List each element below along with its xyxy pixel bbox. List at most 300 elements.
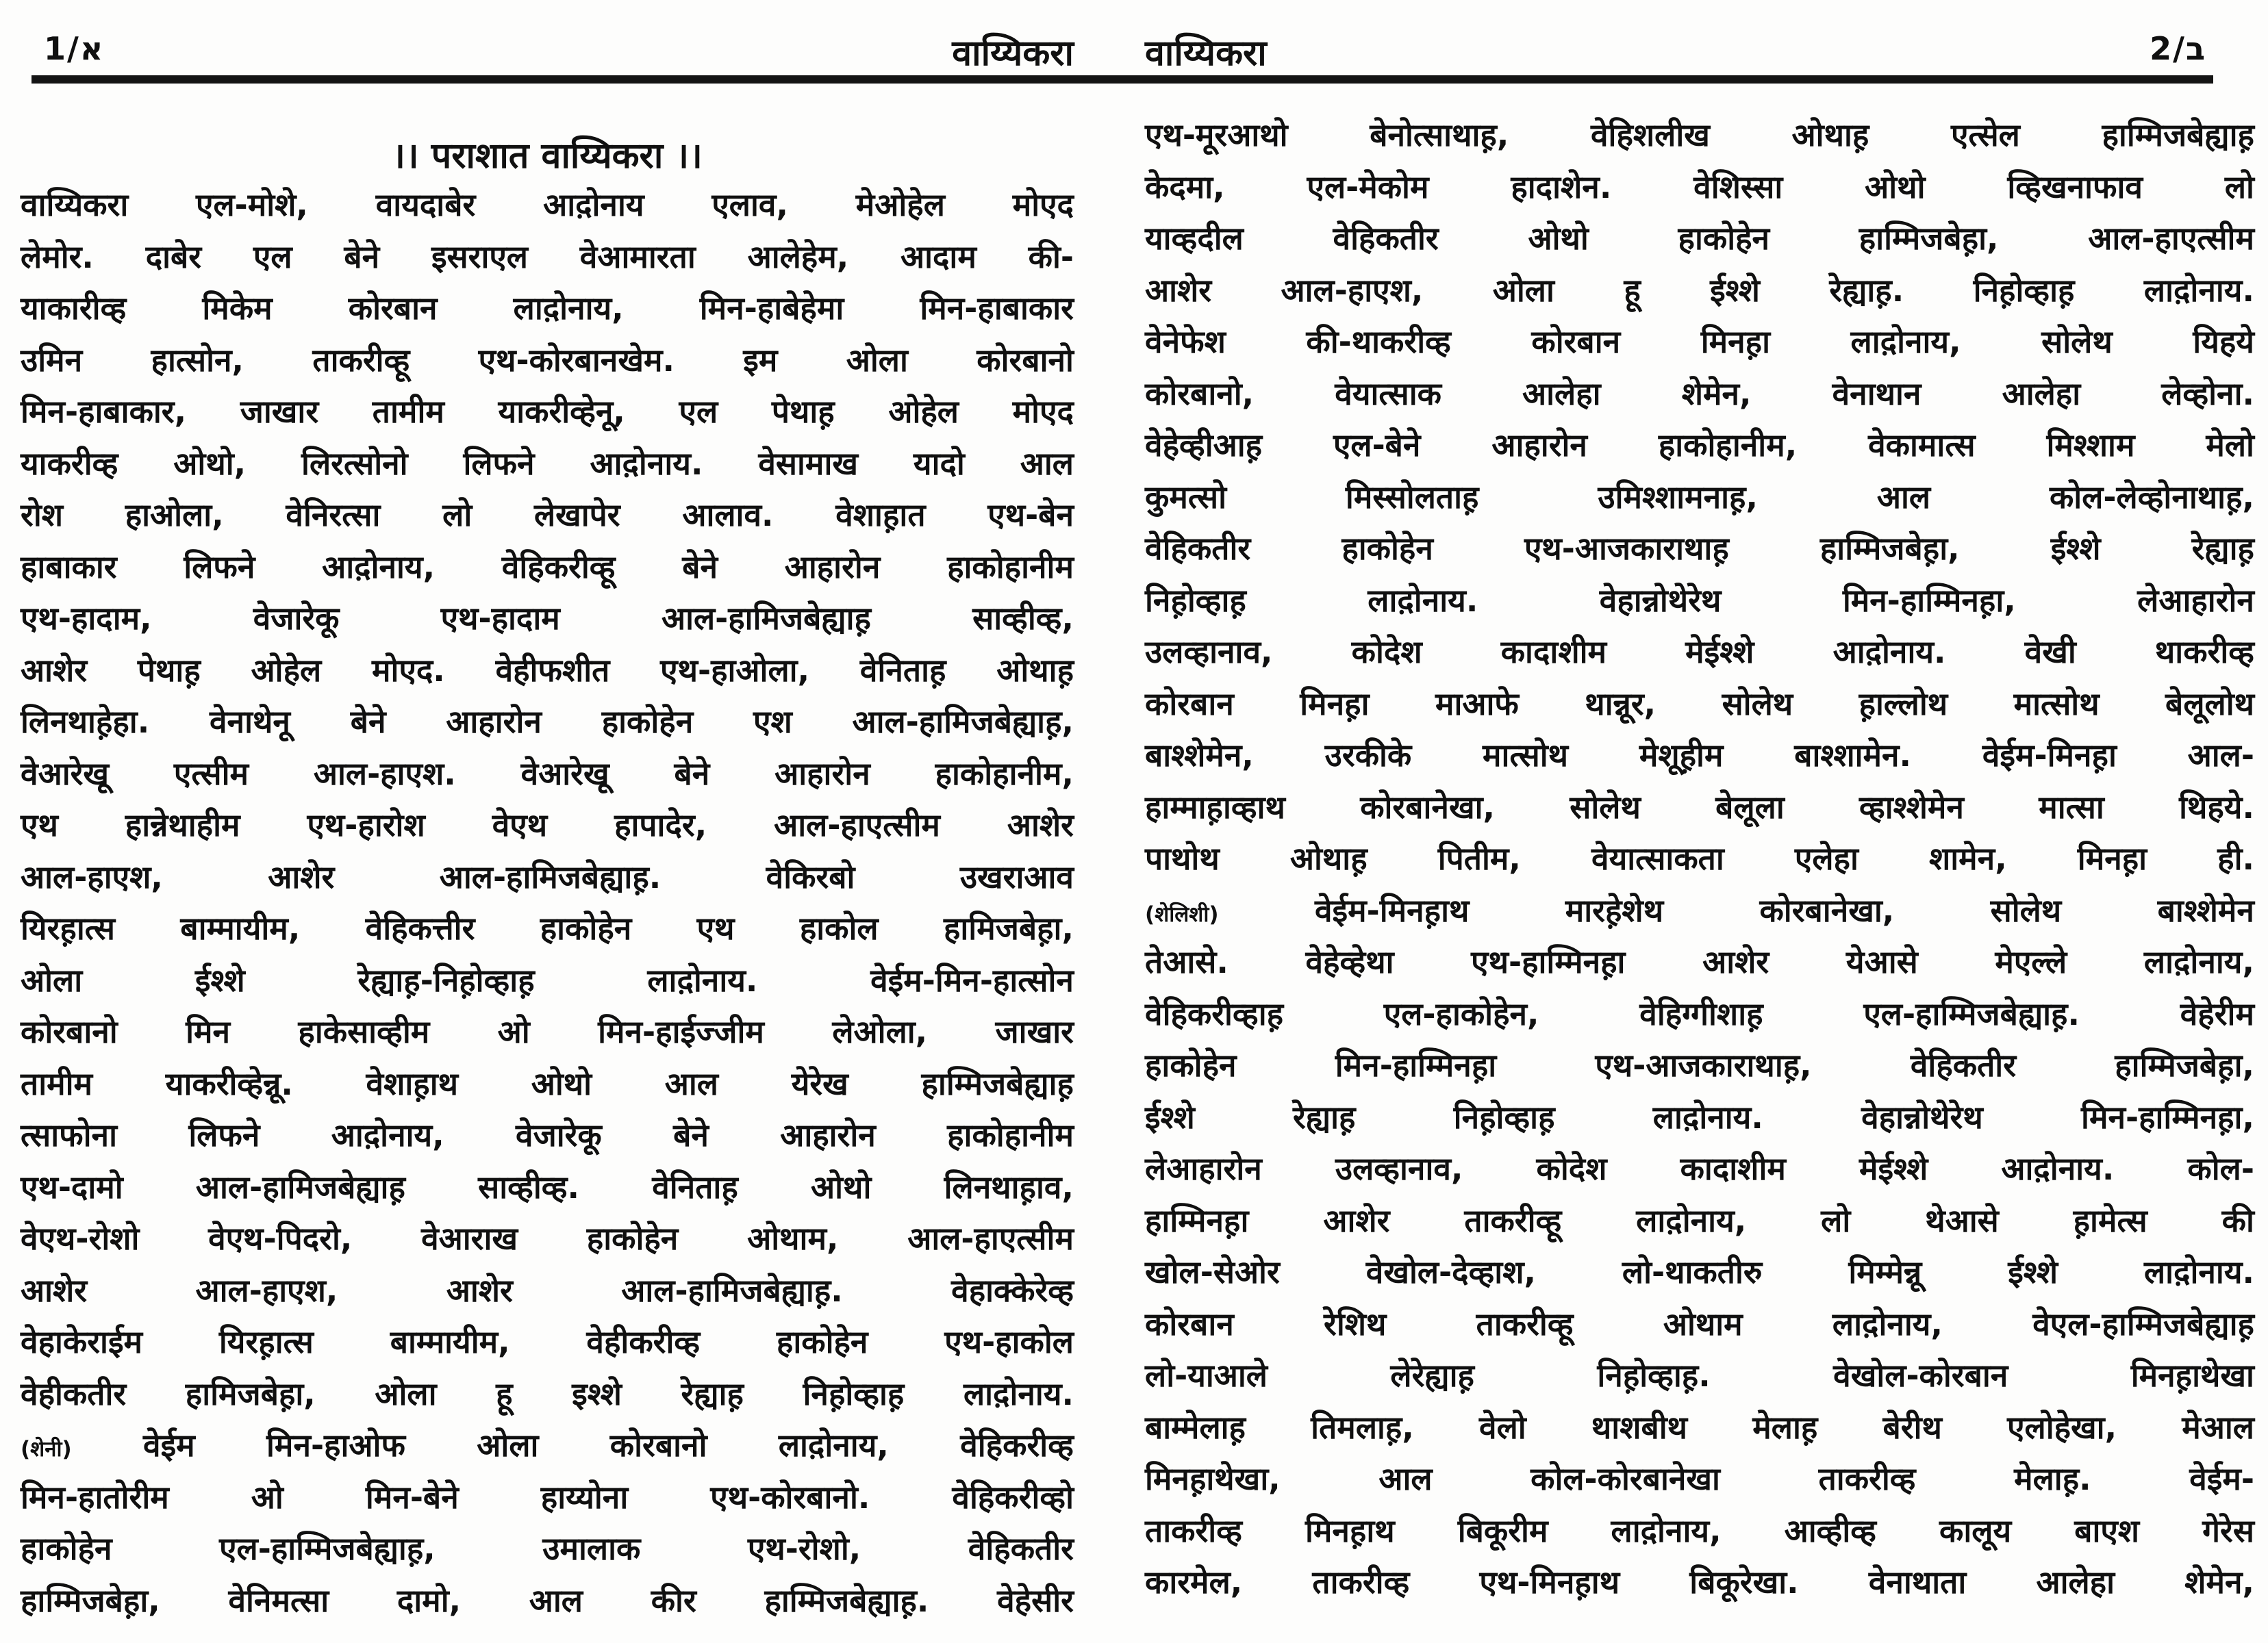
word: जाखार	[995, 1013, 1074, 1050]
word: वेहीकरीव्ह	[586, 1323, 701, 1360]
word: वेकामात्स	[1868, 426, 1976, 463]
word: ईश्शे	[2008, 1253, 2058, 1290]
word: ओला	[21, 961, 83, 999]
word: वेनाथाता	[1868, 1564, 1967, 1601]
word: हू	[1624, 271, 1641, 309]
word: ओथो	[1865, 168, 1926, 205]
word: आल-हाएत्सीम	[2088, 220, 2254, 257]
word: वेनाथान	[1832, 374, 1922, 412]
word: तामीम	[372, 393, 444, 430]
word: आल-हाएश,	[195, 1271, 338, 1309]
word: लो-याआले	[1145, 1357, 1268, 1394]
word: वेहिकरीव्हो	[952, 1478, 1074, 1516]
word: लाद़ोनाय.	[2143, 271, 2254, 309]
word: निह़ोव्हाह़	[1145, 581, 1246, 619]
text-line	[1145, 472, 2254, 524]
word: बेलूला	[1715, 788, 1785, 826]
word: उमिन	[21, 341, 83, 379]
word: लाद़ोनाय,	[1850, 323, 1961, 360]
word: मेएल्ले	[1995, 943, 2067, 980]
word: मिश्शाम	[2046, 426, 2135, 463]
text-line	[21, 489, 1074, 542]
word: मेलाह़.	[2014, 1460, 2091, 1497]
word: साव्हीव्ह,	[972, 600, 1074, 637]
text-line	[1145, 1402, 2254, 1454]
text-line	[21, 179, 1074, 231]
word: बाश्शामेन.	[1794, 737, 1912, 774]
word: आलेहा	[2036, 1564, 2115, 1601]
word: आद़ोनाय.	[1832, 633, 1946, 670]
word: ओथो	[811, 1168, 872, 1206]
word: एथ	[696, 910, 735, 947]
text-line	[1145, 110, 2254, 162]
word: वेलो	[1479, 1408, 1526, 1446]
word: थेआसे	[1925, 1201, 1999, 1239]
word: ओथाह़	[996, 651, 1074, 689]
word: यिरह़ात्स	[218, 1323, 314, 1360]
word: कोरबानो	[21, 1013, 118, 1050]
word: मिनह़ाथ	[1305, 1512, 1395, 1549]
word: ओथाह़	[1289, 840, 1368, 877]
word: ताकरीव्ह	[1818, 1460, 1916, 1497]
word: कीर	[651, 1581, 696, 1619]
word: मिन-हाबेहेमा	[699, 290, 844, 327]
word: लाद़ोनाय.	[1368, 581, 1478, 619]
word: वेहेव्हेथा	[1305, 943, 1394, 980]
text-line	[21, 335, 1074, 387]
word: लो	[442, 496, 473, 533]
word: थान्नूर,	[1585, 685, 1656, 722]
word: कोरबान	[1145, 685, 1234, 722]
text-line	[21, 231, 1074, 283]
word: आशेर	[21, 1271, 88, 1309]
word: आहारोन	[1491, 426, 1587, 463]
word: लाद़ोनाय.	[647, 961, 758, 999]
word: बाम्मेलाह़	[1145, 1408, 1246, 1446]
word: वेनाथेनू	[209, 703, 290, 740]
word: खोल-सेओर	[1145, 1253, 1280, 1290]
word: हाकोहेन	[21, 1530, 112, 1567]
word: जाखार	[240, 393, 319, 430]
word: बेने	[344, 238, 380, 275]
word: लिरत्सोनो	[301, 444, 408, 482]
word: वेखी	[2024, 633, 2076, 670]
word: पेथाह़	[137, 651, 201, 689]
word: वेशिस्सा	[1693, 168, 1783, 205]
word: निह़ोव्हाह़	[803, 1375, 905, 1412]
word: वेईम-मिनह़ा	[1982, 737, 2117, 774]
word: एथ-हाम्मिनह़ा	[1471, 943, 1626, 980]
word: आल-हाएश.	[313, 754, 456, 792]
word: ओथाम,	[747, 1220, 839, 1257]
word: कोरबान	[348, 290, 438, 327]
word: मिस्सोलताह़	[1345, 478, 1479, 515]
word: बेलूलोथ	[2165, 685, 2254, 722]
word: लाद़ोनाय,	[778, 1427, 889, 1464]
word: एथ-मूरआथो	[1145, 116, 1288, 153]
word: वेएल-हाम्मिजबेह्याह़	[2032, 1305, 2254, 1342]
word: एत्सीम	[173, 754, 249, 792]
header-divider-rule	[32, 75, 2213, 84]
word: बिकूरीम	[1457, 1512, 1548, 1549]
word: मेलो	[2206, 426, 2254, 463]
text-line	[21, 645, 1074, 697]
word: माआफे	[1435, 685, 1519, 722]
word: शेमेन,	[2184, 1564, 2254, 1601]
word: तेआसे.	[1145, 943, 1228, 980]
word: मिनह़ाथेखा	[2130, 1357, 2254, 1394]
word: हान्नेथाहीम	[125, 806, 240, 843]
text-line	[21, 438, 1074, 490]
word: ताकरीव्हू	[1464, 1201, 1562, 1239]
word: वेशाह़ाथ	[366, 1065, 459, 1102]
word: मेओहेल	[855, 186, 945, 223]
word: लिफने	[184, 548, 255, 585]
text-line	[1145, 833, 2254, 885]
word: ओथो,	[173, 444, 247, 482]
text-line	[1145, 937, 2254, 989]
word: आद़ोनाय,	[331, 1117, 444, 1154]
word: इश्शे	[572, 1375, 622, 1412]
text-line	[1145, 730, 2254, 782]
word: हाकोहेन	[1678, 220, 1770, 257]
word: हाम्माह़ाव्हाथ	[1145, 788, 1285, 826]
word: बाम्मायीम,	[180, 910, 301, 947]
word: थाकरीव्ह	[2154, 633, 2254, 670]
word: आहारोन	[780, 1117, 876, 1154]
word: तिमलाह़,	[1311, 1408, 1414, 1446]
word: उमालाक	[542, 1530, 641, 1567]
word: हाकोल	[799, 910, 879, 947]
text-line	[21, 800, 1074, 852]
word: वेईम-मिनह़ाथ	[1314, 891, 1470, 929]
word: कोदेश	[1351, 633, 1422, 670]
word: वेहान्नोथेरेथ	[1599, 581, 1722, 619]
word: याकरीव्हेनू,	[498, 393, 625, 430]
word: बेने	[674, 754, 710, 792]
word: सोलेथ	[1722, 685, 1793, 722]
word: कोरबानो	[609, 1427, 707, 1464]
word: लाद़ोनाय,	[1611, 1512, 1722, 1549]
word: वेहिकतीर	[968, 1530, 1074, 1567]
word: कोदेश	[1536, 1150, 1607, 1187]
word: एल-हाम्मिजबेह्याह़.	[1863, 995, 2080, 1032]
word: मारह़ेशेथ	[1565, 891, 1664, 929]
word: ओला	[375, 1375, 437, 1412]
word: हाकोहेन	[586, 1220, 679, 1257]
word: मिनह़ाथेखा,	[1145, 1460, 1281, 1497]
word: बेरीथ	[1882, 1408, 1942, 1446]
word: हू	[496, 1375, 513, 1412]
word: वेहिकतीर	[1333, 220, 1439, 257]
word: व्हाश्शेमेन	[1859, 788, 1964, 826]
word: मेईश्शे	[1859, 1150, 1928, 1187]
word: हाकोहेन	[776, 1323, 868, 1360]
word: वेहिकरीव्ह	[960, 1427, 1074, 1464]
word: बिकूरेखा.	[1689, 1564, 1799, 1601]
word: यिरह़ात्स	[21, 910, 116, 947]
word: कोरबानेखा,	[1759, 891, 1895, 929]
text-line	[21, 1006, 1074, 1058]
word: लाद़ोनाय.	[2143, 1253, 2254, 1290]
word: ओथो	[1528, 220, 1589, 257]
word: मेशूह़ीम	[1639, 737, 1724, 774]
text-line	[1145, 1453, 2254, 1505]
word: कोरबान	[1531, 323, 1621, 360]
text-line	[21, 748, 1074, 800]
word: आदाम	[900, 238, 977, 275]
word: पितीम,	[1437, 840, 1521, 877]
word: एथ-बेन	[987, 496, 1074, 533]
text-line	[1145, 1557, 2254, 1609]
word: हाबाकार	[21, 548, 117, 585]
word: ओहेल	[888, 393, 959, 430]
word: मिम्मेन्नू	[1848, 1253, 1922, 1290]
word: मिकेम	[202, 290, 273, 327]
word: वेईम-मिन-हात्सोन	[870, 961, 1074, 999]
word: मिन-हाम्मिनह़ा	[1335, 1047, 1497, 1084]
word: हाम्मिजबेह्याह़	[2102, 116, 2254, 153]
word: रेशिथ	[1324, 1305, 1387, 1342]
word: वेयात्साकता	[1591, 840, 1724, 877]
word: आशेर	[1323, 1201, 1390, 1239]
word: आद़ोनाय,	[322, 548, 436, 585]
word: वेहीफशीत	[495, 651, 610, 689]
running-title-left: वाय्यिकरा	[952, 33, 1074, 74]
word: आल	[529, 1581, 583, 1619]
text-line	[1145, 885, 2254, 937]
word: दाबेर	[145, 238, 202, 275]
page-ref-left: 1/א	[44, 30, 105, 67]
word: बाश्शेमेन	[2157, 891, 2254, 929]
word: वेहिकत्तीर	[365, 910, 475, 947]
word: आद़ोनाय.	[2001, 1150, 2115, 1187]
word: एथ-मिनह़ाथ	[1479, 1564, 1620, 1601]
word: ईश्शे	[1710, 271, 1760, 309]
text-line	[1145, 316, 2254, 368]
word: ईश्शे	[2050, 530, 2101, 567]
word: मात्सा	[2039, 788, 2104, 826]
word: आल-हामिजबेह्याह़	[195, 1168, 405, 1206]
word: इम	[743, 341, 778, 379]
word: एथ-हारोश	[307, 806, 425, 843]
word: कारमेल,	[1145, 1564, 1243, 1601]
word: ओला	[477, 1427, 539, 1464]
word: बेने	[682, 548, 718, 585]
word: उलव्हानाव,	[1335, 1150, 1463, 1187]
text-line	[21, 1162, 1074, 1214]
text-line	[1145, 782, 2254, 834]
word: कुमत्सो	[1145, 478, 1227, 515]
word: आद़ोनाय.	[590, 444, 703, 482]
word: एल-मेकोम	[1307, 168, 1429, 205]
word: लिफने	[463, 444, 535, 482]
text-line	[1145, 989, 2254, 1041]
word: वेनिताह़	[652, 1168, 738, 1206]
word: ओला	[846, 341, 908, 379]
word: निह़ोव्हाह़	[1973, 271, 2075, 309]
aliyah-marker: (शेलिशी)	[1145, 902, 1219, 927]
text-line	[1145, 1350, 2254, 1402]
word: लाद़ोनाय.	[1652, 1098, 1763, 1136]
word: वेसामाख	[758, 444, 858, 482]
word: वेयात्साक	[1335, 374, 1441, 412]
word: ईश्शे	[1145, 1098, 1195, 1136]
word: वेशाह़ात	[835, 496, 926, 533]
word: हामिजबेह़ा,	[943, 910, 1074, 947]
word: आहारोन	[774, 754, 870, 792]
word: कादाशीम	[1680, 1150, 1786, 1187]
word: वेनिमत्सा	[228, 1581, 329, 1619]
word: आशेर	[1007, 806, 1074, 843]
word: सोलेथ	[1570, 788, 1641, 826]
text-line	[21, 903, 1074, 955]
word: वाय्यिकरा	[21, 186, 129, 223]
word: एथ-हादाम	[440, 600, 560, 637]
word: व्हिखनाफाव	[2007, 168, 2143, 205]
word: हाकोहानीम,	[1658, 426, 1798, 463]
word: कोल-लेव्होनाथाह़,	[2049, 478, 2254, 515]
text-line	[1145, 420, 2254, 472]
text-line	[21, 593, 1074, 645]
word: तामीम	[21, 1065, 93, 1102]
word: वेहिग्गीशाह़	[1639, 995, 1763, 1032]
word: एल-हाकोहेन,	[1383, 995, 1539, 1032]
word: ही.	[2217, 840, 2254, 877]
text-line	[21, 1523, 1074, 1575]
text-line	[1145, 1040, 2254, 1092]
word: की-थाकरीव्ह	[1306, 323, 1451, 360]
word: हाकोहेन	[1341, 530, 1433, 567]
word: मेलाह़	[1752, 1408, 1818, 1446]
word: आशेर	[268, 858, 335, 895]
word: थाशबीथ	[1591, 1408, 1688, 1446]
word: एत्सेल	[1950, 116, 2020, 153]
word: आहारोन	[446, 703, 542, 740]
text-line	[21, 1368, 1074, 1421]
word: याकरीव्ह	[21, 444, 118, 482]
word: आल-हाएश,	[1281, 271, 1424, 309]
word: थिहये.	[2179, 788, 2254, 826]
word: हादाशेन.	[1511, 168, 1612, 205]
word: मोएद	[1012, 186, 1074, 223]
word: यादो	[913, 444, 965, 482]
word: निह़ोव्हाह़.	[1597, 1357, 1711, 1394]
word: एथ-दामो	[21, 1168, 123, 1206]
aliyah-marker: (शेनी)	[21, 1437, 72, 1462]
word: लाद़ोनाय,	[513, 290, 624, 327]
right-page-text-column	[1145, 110, 2254, 1609]
text-line	[1145, 213, 2254, 265]
word: मात्सोथ	[1483, 737, 1569, 774]
word: शामेन,	[1928, 840, 2007, 877]
word: ओहेल	[251, 651, 322, 689]
word: वेआरेखू	[520, 754, 609, 792]
word: आल	[664, 1065, 718, 1102]
word: हापादेर,	[614, 806, 707, 843]
word: बेने	[350, 703, 386, 740]
word: वेनिरत्सा	[286, 496, 381, 533]
text-line	[1145, 162, 2254, 214]
word: उमिश्शामनाह़,	[1598, 478, 1758, 515]
word: हाम्मिजबेह्याह़.	[764, 1581, 929, 1619]
word: मिन-हाईज्जीम	[598, 1013, 764, 1050]
word: लेरेह्याह़	[1390, 1357, 1474, 1394]
word: वायदाबेर	[375, 186, 476, 223]
word: कोल-कोरबानेखा	[1530, 1460, 1720, 1497]
word: कालूय	[1939, 1512, 2012, 1549]
text-line	[1145, 1092, 2254, 1144]
word: ईश्शे	[194, 961, 245, 999]
word: बाश्शेमेन,	[1145, 737, 1254, 774]
word: शेमेन,	[1681, 374, 1752, 412]
left-page-text-column	[21, 179, 1074, 1627]
word: निह़ोव्हाह़	[1453, 1098, 1555, 1136]
word: ओथाह़	[1791, 116, 1869, 153]
word: मोएद.	[372, 651, 445, 689]
word: एलोहेखा,	[2007, 1408, 2117, 1446]
word: वेहाक्केरेव्ह	[951, 1271, 1074, 1309]
word: रेह्याह़.	[1829, 271, 1904, 309]
text-line	[21, 1265, 1074, 1317]
word: एथ-आजकाराथाह़	[1524, 530, 1729, 567]
word: उलव्हानाव,	[1145, 633, 1273, 670]
text-line	[21, 1110, 1074, 1162]
text-line	[1145, 1195, 2254, 1247]
word: कोरबान	[1145, 1305, 1234, 1342]
word: एथ-हाओला,	[660, 651, 810, 689]
word: पेथाह़	[771, 393, 835, 430]
word: आलेहा	[1522, 374, 1601, 412]
word: वेहीकतीर	[21, 1375, 127, 1412]
word: मिनह़ा	[1300, 685, 1370, 722]
word: एल-बेने	[1333, 426, 1421, 463]
word: आद़ोनाय	[543, 186, 644, 223]
word: हाकोहेन	[540, 910, 632, 947]
word: आशेर	[21, 651, 88, 689]
word: आल-हाएत्सीम	[907, 1220, 1074, 1257]
text-line	[1145, 1505, 2254, 1557]
text-line	[21, 852, 1074, 904]
word: लेओला,	[832, 1013, 928, 1050]
word: लेआहारोन	[2137, 581, 2254, 619]
word: वेहान्नोथेरेथ	[1861, 1098, 1983, 1136]
word: आल	[1020, 444, 1074, 482]
word: लेआहारोन	[1145, 1150, 1262, 1187]
word: वेआरेखू	[21, 754, 110, 792]
word: वेएथ-पिदरो,	[208, 1220, 353, 1257]
text-line	[1145, 368, 2254, 420]
word: वेएथ-रोशो	[21, 1220, 140, 1257]
word: वेनेफेश	[1145, 323, 1226, 360]
word: आशेर	[1145, 271, 1212, 309]
word: यिहये	[2193, 323, 2254, 360]
word: आलाव.	[682, 496, 774, 533]
word: मिन-हाबाकार	[920, 290, 1074, 327]
word: ताकरीव्ह	[1145, 1512, 1242, 1549]
word: आहारोन	[784, 548, 881, 585]
word: पाथोथ	[1145, 840, 1220, 877]
word: मोएद	[1012, 393, 1074, 430]
text-line	[1145, 265, 2254, 317]
word: हाम्मिजबेह़ा,	[1859, 220, 1999, 257]
text-line	[1145, 678, 2254, 730]
word: येआसे	[1845, 943, 1918, 980]
word: आल-हामिजबेह्याह़,	[852, 703, 1074, 740]
word: मेआल	[2182, 1408, 2254, 1446]
word: वेहेरीम	[2180, 995, 2254, 1032]
word: वेकिरबो	[766, 858, 855, 895]
